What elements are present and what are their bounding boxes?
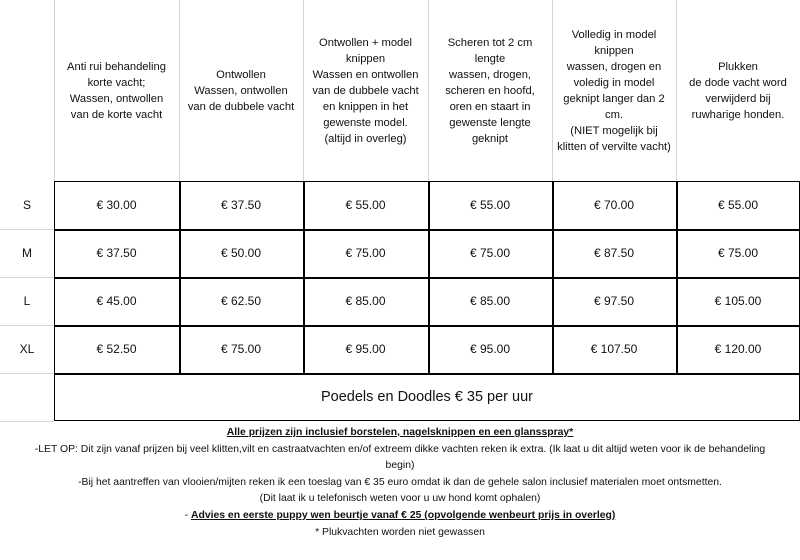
header-ontwollen-model bbox=[303, 0, 428, 182]
notes-puppy-advice: Advies en eerste puppy wen beurtje vanaf € 25 (opvolgende wenbeurt prijs in overleg) bbox=[190, 509, 616, 521]
price-cell: € 107.50 bbox=[590, 342, 638, 356]
header-text: Plukken de dode vacht word verwijderd bij ruwharige honden. bbox=[689, 61, 787, 121]
poodle-doodle-banner: Poedels en Doodles € 35 per uur bbox=[320, 389, 533, 405]
header-scheren bbox=[428, 0, 552, 182]
size-label: XL bbox=[19, 342, 35, 356]
notes-section bbox=[0, 425, 800, 541]
price-cell: € 75.00 bbox=[220, 342, 262, 356]
notes-puppy-advice-line bbox=[0, 508, 800, 525]
row-divider bbox=[0, 373, 54, 374]
price-cell: € 55.00 bbox=[345, 198, 386, 212]
price-cell: € 105.00 bbox=[714, 294, 762, 308]
price-cell: € 75.00 bbox=[345, 246, 386, 260]
price-cell: € 30.00 bbox=[96, 198, 137, 212]
price-cell: € 95.00 bbox=[469, 342, 511, 356]
header-text: Volledig in model knippen wassen, drogen en voledig in model geknipt langer dan 2 cm. (NIET mogelijk bij klitten of vervilte vacht) bbox=[557, 29, 671, 153]
header-plukken bbox=[676, 0, 800, 182]
header-anti-rui bbox=[54, 0, 179, 182]
notes-puppy-prefix: - bbox=[184, 509, 191, 521]
size-label: S bbox=[22, 198, 31, 212]
price-cell: € 75.00 bbox=[469, 246, 511, 260]
notes-phone-notice: (Dit laat ik u telefonisch weten voor u uw hond komt ophalen) bbox=[259, 493, 541, 505]
notes-warning: -LET OP: Dit zijn vanaf prijzen bij veel klitten,vilt en castraatvachten en/of extreem dikke vachten reken ik extra. (Ik laat u dit altijd weten voor ik de behandeling begin) bbox=[34, 443, 766, 472]
price-cell: € 95.00 bbox=[345, 342, 386, 356]
header-text: Anti rui behandeling korte vacht; Wassen, ontwollen van de korte vacht bbox=[67, 61, 166, 121]
price-cell: € 85.00 bbox=[345, 294, 386, 308]
price-cell: € 37.50 bbox=[220, 198, 262, 212]
header-text: Scheren tot 2 cm lengte wassen, drogen, scheren en hoofd, oren en staart in gewenste lengte geknipt bbox=[445, 37, 535, 145]
notes-inclusive: Alle prijzen zijn inclusief borstelen, nagelsknippen en een glansspray* bbox=[226, 427, 574, 438]
price-cell: € 55.00 bbox=[717, 198, 759, 212]
price-cell: € 75.00 bbox=[717, 246, 759, 260]
price-cell: € 87.50 bbox=[593, 246, 635, 260]
header-text: Ontwollen + model knippen Wassen en ontwollen van de dubbele vacht en knippen in het gewenste model. (altijd in overleg) bbox=[312, 37, 419, 145]
price-cell: € 55.00 bbox=[469, 198, 511, 212]
price-cell: € 85.00 bbox=[469, 294, 511, 308]
size-label: L bbox=[23, 294, 31, 308]
price-cell: € 45.00 bbox=[96, 294, 137, 308]
price-cell: € 62.50 bbox=[220, 294, 262, 308]
price-cell: € 97.50 bbox=[593, 294, 635, 308]
header-ontwollen bbox=[179, 0, 303, 182]
price-cell: € 52.50 bbox=[96, 342, 137, 356]
size-label: M bbox=[22, 246, 32, 260]
header-volledig-model bbox=[552, 0, 676, 182]
row-divider bbox=[0, 421, 54, 422]
price-cell: € 37.50 bbox=[96, 246, 137, 260]
notes-flea-surcharge: -Bij het aantreffen van vlooien/mijten reken ik een toeslag van € 35 euro omdat ik dan de gehele salon inclusief materialen moet ontsmetten. bbox=[78, 476, 722, 488]
notes-pluck-footnote: * Plukvachten worden niet gewassen bbox=[315, 526, 485, 538]
header-text: Ontwollen Wassen, ontwollen van de dubbele vacht bbox=[187, 69, 295, 113]
price-cell: € 120.00 bbox=[714, 342, 762, 356]
price-cell: € 70.00 bbox=[593, 198, 635, 212]
price-cell: € 50.00 bbox=[220, 246, 262, 260]
